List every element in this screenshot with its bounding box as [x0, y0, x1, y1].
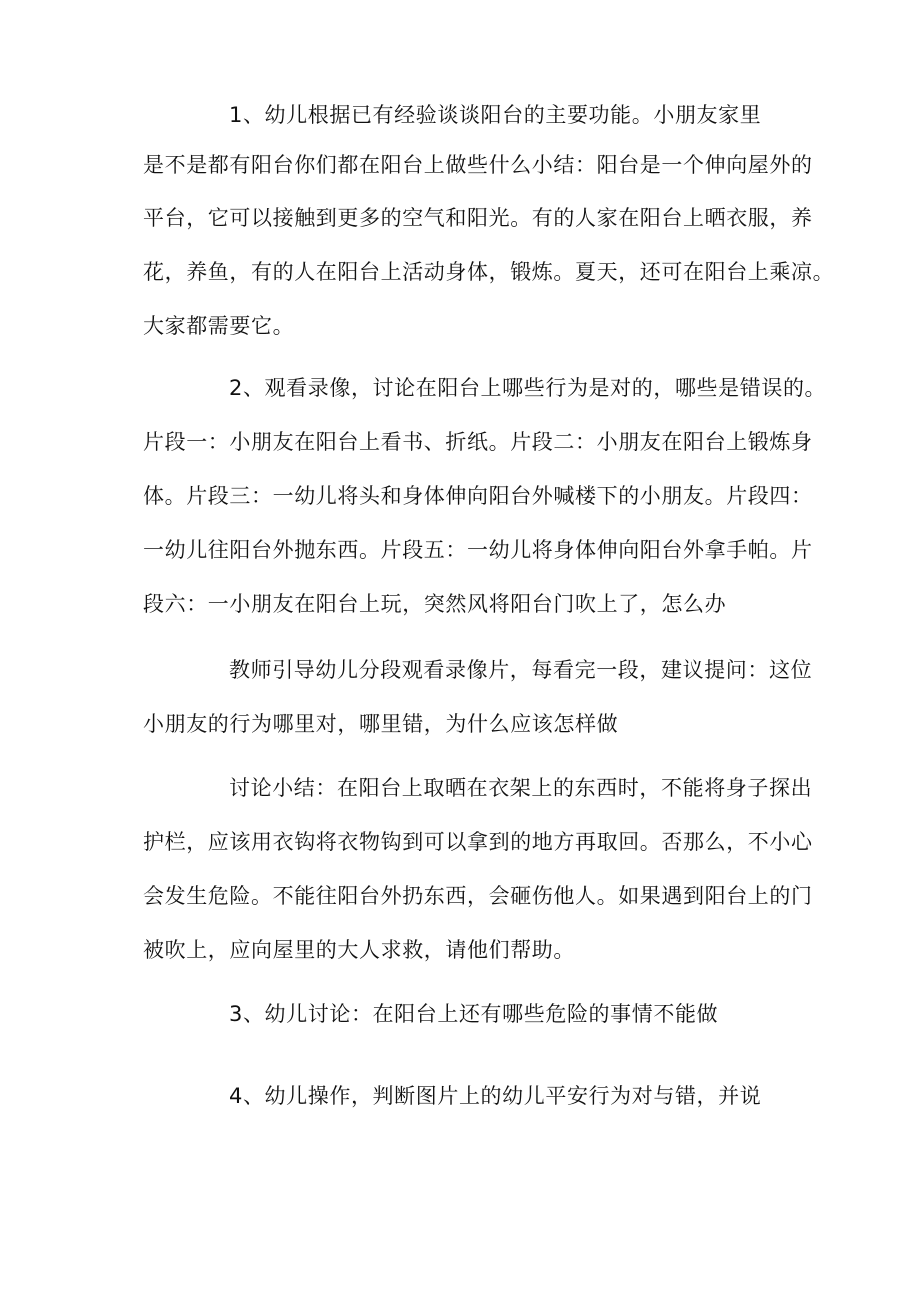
- paragraph-2-line-4: 一幼儿往阳台外抛东西。片段五：一幼儿将身体伸向阳台外拿手帕。片: [143, 538, 813, 562]
- paragraph-1-line-3: 平台，它可以接触到更多的空气和阳光。有的人家在阳台上晒衣服，养: [143, 206, 813, 230]
- paragraph-2-line-5: 段六：一小朋友在阳台上玩，突然风将阳台门吹上了，怎么办: [143, 592, 727, 616]
- paragraph-2-line-2: 片段一：小朋友在阳台上看书、折纸。片段二：小朋友在阳台上锻炼身: [143, 430, 813, 454]
- paragraph-6-line-1: 4、幼儿操作，判断图片上的幼儿平安行为对与错，并说: [229, 1084, 762, 1108]
- paragraph-3-line-1: 教师引导幼儿分段观看录像片，每看完一段，建议提问：这位: [229, 658, 813, 682]
- paragraph-5-line-1: 3、幼儿讨论：在阳台上还有哪些危险的事情不能做: [229, 1002, 719, 1026]
- paragraph-3-line-2: 小朋友的行为哪里对，哪里错，为什么应该怎样做: [143, 712, 619, 736]
- paragraph-4-line-3: 会发生危险。不能往阳台外扔东西，会砸伤他人。如果遇到阳台上的门: [143, 884, 813, 908]
- paragraph-1-line-4: 花，养鱼，有的人在阳台上活动身体，锻炼。夏天，还可在阳台上乘凉。: [143, 260, 835, 284]
- paragraph-2-line-3: 体。片段三：一幼儿将头和身体伸向阳台外喊楼下的小朋友。片段四：: [143, 484, 813, 508]
- paragraph-4-line-2: 护栏，应该用衣钩将衣物钩到可以拿到的地方再取回。否那么，不小心: [143, 830, 813, 854]
- paragraph-1-line-5: 大家都需要它。: [143, 314, 295, 338]
- paragraph-1-line-1: 1、幼儿根据已有经验谈谈阳台的主要功能。小朋友家里: [229, 103, 762, 127]
- paragraph-4-line-1: 讨论小结：在阳台上取晒在衣架上的东西时，不能将身子探出: [229, 776, 813, 800]
- paragraph-4-line-4: 被吹上，应向屋里的大人求救，请他们帮助。: [143, 938, 575, 962]
- paragraph-2-line-1: 2、观看录像，讨论在阳台上哪些行为是对的，哪些是错误的。: [229, 376, 827, 400]
- paragraph-1-line-2: 是不是都有阳台你们都在阳台上做些什么小结：阳台是一个伸向屋外的: [143, 153, 813, 177]
